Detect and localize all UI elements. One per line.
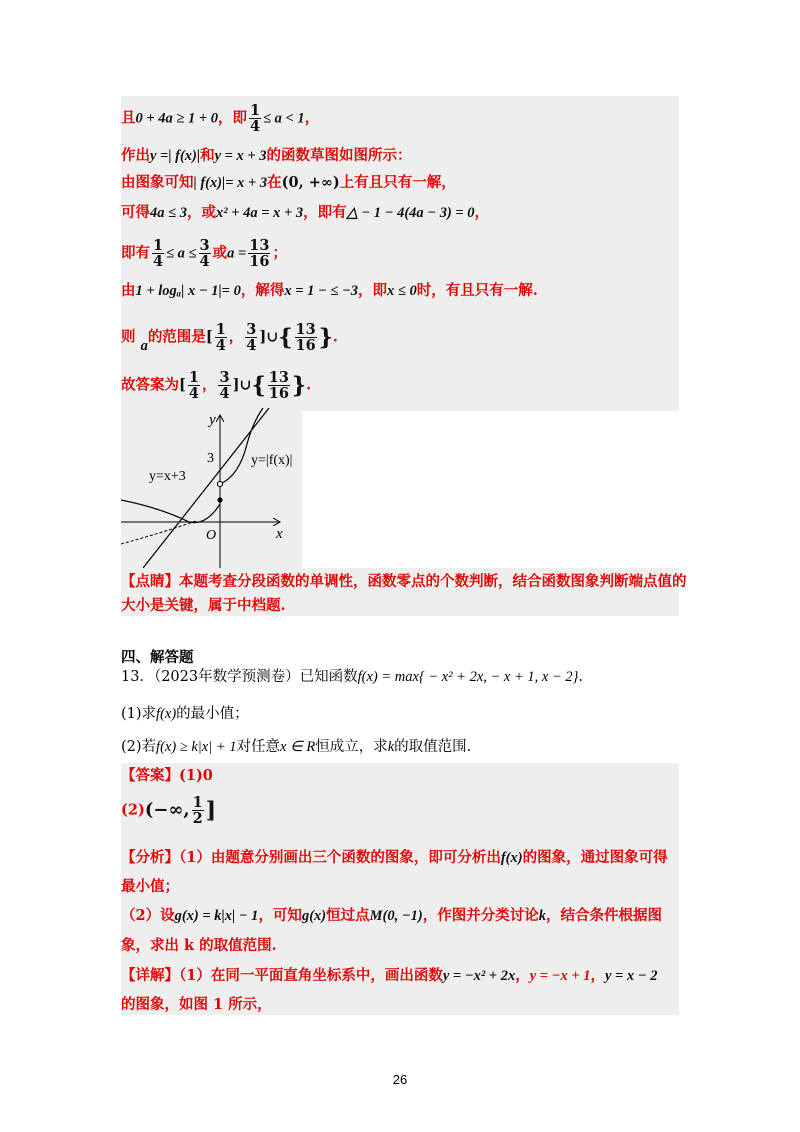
page-number: 26 <box>392 1072 408 1087</box>
detail-line-2: 的图象，如图 1 所示， <box>121 996 272 1013</box>
analysis-line-1: 【分析】（1）由题意分别画出三个函数的图象，即可分析出f(x)的图象，通过图象可得 <box>121 849 668 866</box>
sol-line-1: 且0 + 4a ≥ 1 + 0，即 $\frac{1}{4}$ ≤ a < 1， <box>121 102 320 135</box>
answer-line-1: 【答案】(1)0 <box>121 767 213 784</box>
answer-line-2: (2)(−∞, $\frac{1}{2}$ ] <box>121 794 217 827</box>
question-13: 13．（2023年数学预测卷）已知函数f(x) = max{ − x² + 2x, − x + 1, x − 2}. <box>121 669 584 685</box>
sol-line-7: 则 a的范围是[ $\frac{1}{4}$ ， $\frac{3}{4}$ ]∪{ $\frac{13}{16}$ }. <box>121 321 338 354</box>
question-part-2: (2)若f(x) ≥ k|x| + 1对任意x ∈ R恒成立，求k的取值范围. <box>121 739 472 755</box>
sol-line-8: 故答案为[ $\frac{1}{4}$ ， $\frac{3}{4}$ ]∪{ $\frac{13}{16}$ }. <box>121 369 312 402</box>
analysis-line-2: 最小值； <box>121 878 179 895</box>
abs-f-right-branch <box>220 408 263 484</box>
abs-f-left-branch <box>121 500 220 523</box>
sol-line-3: 由图象可知| f(x)|= x + 3在(0, +∞)上有且只有一解， <box>121 174 456 191</box>
sol-line-5: 即有 $\frac{1}{4}$ ≤ a ≤ $\frac{3}{4}$ 或a = $\frac{13}{16}$ ； <box>121 237 287 270</box>
dashed-branch <box>121 521 196 544</box>
y-axis-label: y <box>209 412 216 428</box>
origin-label: O <box>206 528 217 543</box>
comment-line-2: 大小是关键，属于中档题. <box>121 597 286 614</box>
sol-line-4: 可得4a ≤ 3，或x² + 4a = x + 3，即有△ − 1 − 4(4a − 3) = 0， <box>121 204 490 221</box>
curve-label: y=|f(x)| <box>251 453 293 468</box>
detail-line-1: 【详解】（1）在同一平面直角坐标系中，画出函数y = −x² + 2x，y = −x + 1，y = x − 2 <box>121 967 658 984</box>
open-point <box>217 481 222 486</box>
sol-line-2: 作出y =| f(x)|和y = x + 3的函数草图如图所示： <box>121 147 412 164</box>
x-axis-label: x <box>276 526 283 542</box>
function-sketch <box>121 408 302 568</box>
line-y-x-plus-3 <box>143 408 269 568</box>
analysis-line-4: 象，求出 k 的取值范围. <box>121 937 277 954</box>
tick-3-label: 3 <box>207 451 214 466</box>
closed-point <box>217 497 222 502</box>
comment-line-1: 【点睛】本题考查分段函数的单调性，函数零点的个数判断，结合函数图象判断端点值的 <box>121 573 687 590</box>
line-label: y=x+3 <box>149 469 186 484</box>
analysis-line-3: （2）设g(x) = k|x| − 1，可知g(x)恒过点M(0, −1)，作图并分类讨论k，结合条件根据图 <box>121 907 662 924</box>
question-part-1: (1)求f(x)的最小值； <box>121 706 249 722</box>
section-title: 四、解答题 <box>121 649 194 666</box>
sol-line-6: 由1 + logₐ| x − 1|= 0，解得x = 1 − ≤ −3，即x ≤ 0时，有且只有一解. <box>121 282 538 299</box>
